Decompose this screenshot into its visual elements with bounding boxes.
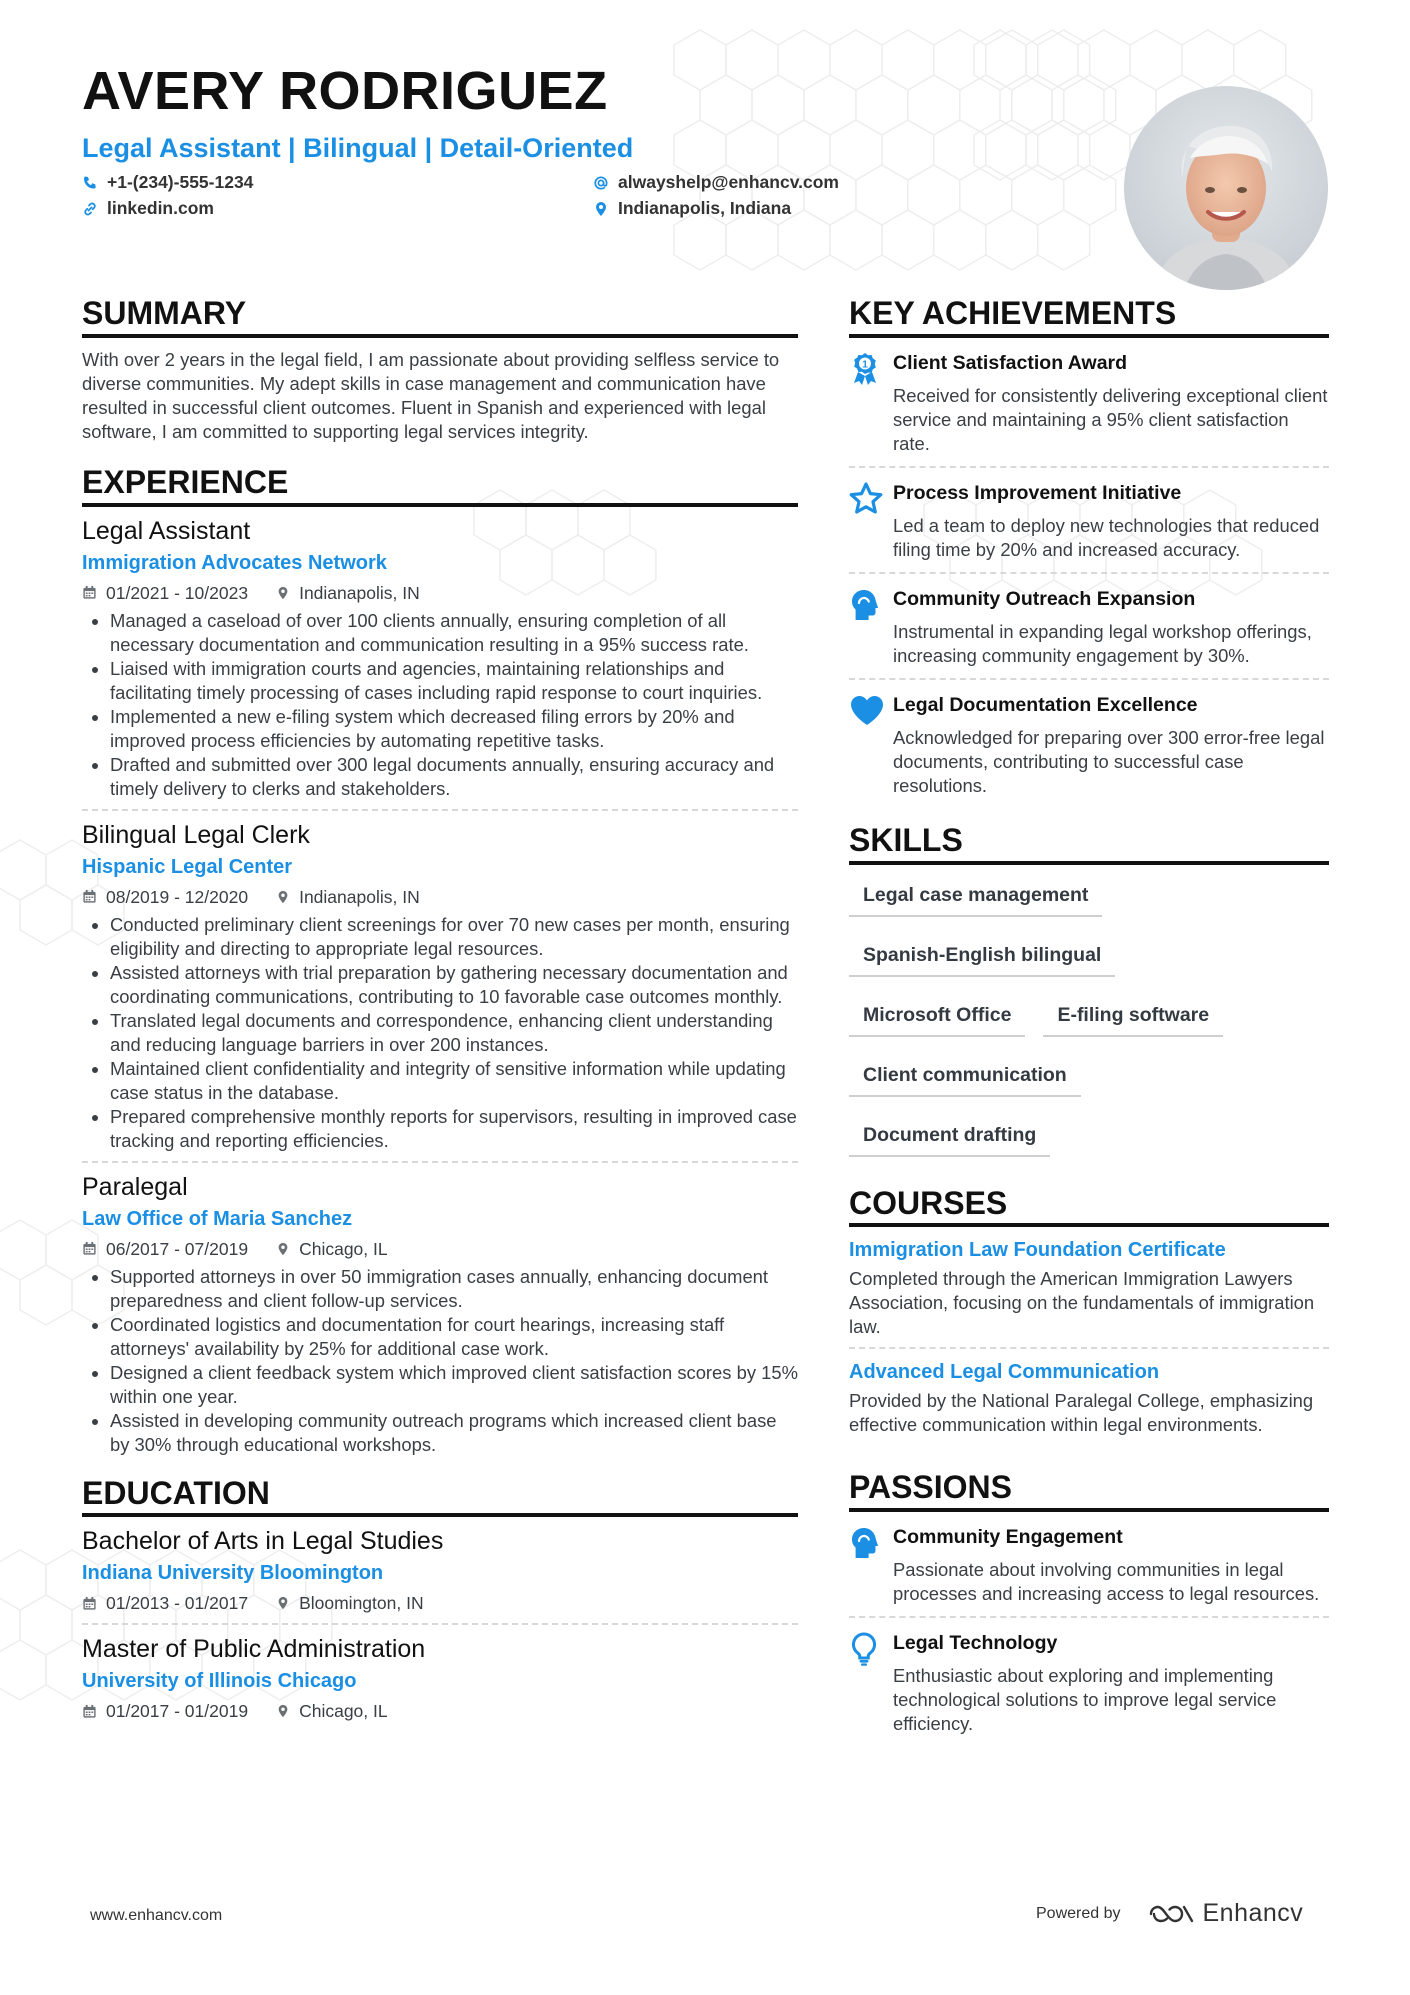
course-desc: Provided by the National Paralegal College, emphasizing effective communication within legal environments. <box>849 1390 1314 1436</box>
location-contact <box>593 198 791 219</box>
education-location: Chicago, IL <box>299 1701 388 1722</box>
education-dates: 01/2017 - 01/2019 <box>106 1701 249 1722</box>
job-bullet: • Liaised with immigration courts and agencies, maintaining relationships and facilitating timely processing of cases including rapid response to court inquiries. <box>110 657 798 705</box>
job-location: Indianapolis, IN <box>299 582 420 603</box>
education-entry <box>82 1517 798 1625</box>
head-profile-icon <box>849 1526 881 1560</box>
phone-text: +1-(234)-555-1234 <box>107 172 254 192</box>
passion-item <box>849 1512 1329 1618</box>
job-entry <box>82 811 798 1163</box>
achievement-item <box>849 338 1329 468</box>
calendar-icon <box>82 889 97 904</box>
job-bullet: • Coordinated logistics and documentation for court hearings, increasing staff attorneys' availability by 25% for additional case work. <box>110 1313 798 1361</box>
location-pin-icon <box>276 889 290 905</box>
job-bullet: • Prepared comprehensive monthly reports for supervisors, resulting in improved case tracking and reporting efficiencies. <box>110 1105 798 1153</box>
achievement-title: Client Satisfaction Award <box>893 351 1128 374</box>
passion-desc: Enthusiastic about exploring and implementing technological solutions to improve legal service efficiency. <box>893 1665 1277 1735</box>
skills-section <box>849 822 1329 1177</box>
link-icon <box>82 201 98 217</box>
job-bullet: • Supported attorneys in over 50 immigration cases annually, enhancing document preparedness and client follow-up services. <box>110 1265 798 1313</box>
achievement-item <box>849 574 1329 680</box>
job-bullet: • Maintained client confidentiality and integrity of sensitive information while updating case status in the database. <box>110 1057 798 1105</box>
education-meta <box>82 1591 798 1615</box>
school-name: University of Illinois Chicago <box>82 1670 357 1693</box>
location-pin-icon <box>593 201 609 217</box>
achievement-desc: Led a team to deploy new technologies that reduced filing time by 20% and increased accuracy. <box>893 514 1320 560</box>
education-location: Bloomington, IN <box>299 1593 424 1614</box>
job-dates: 08/2019 - 12/2020 <box>106 886 249 907</box>
profile-photo <box>1124 86 1328 290</box>
head-profile-icon <box>849 588 881 622</box>
skill-tag: Client communication <box>849 1057 1081 1097</box>
summary-section <box>82 295 798 444</box>
courses-title: COURSES <box>849 1185 1329 1228</box>
email-contact[interactable] <box>593 172 839 193</box>
course-title: Immigration Law Foundation Certificate <box>849 1239 1226 1262</box>
achievement-desc: Instrumental in expanding legal workshop offerings, increasing community engagement by 30%. <box>893 620 1312 666</box>
job-bullets <box>82 1265 798 1457</box>
skill-tag: Document drafting <box>849 1117 1050 1157</box>
job-meta <box>82 581 798 605</box>
achievement-item <box>849 468 1329 574</box>
job-location: Chicago, IL <box>299 1238 388 1259</box>
heart-icon <box>849 694 885 726</box>
degree-title: Master of Public Administration <box>82 1635 426 1664</box>
job-dates: 06/2017 - 07/2019 <box>106 1238 249 1259</box>
enhancv-logo-icon <box>1147 1902 1195 1926</box>
education-dates: 01/2013 - 01/2017 <box>106 1593 249 1614</box>
email-text: alwayshelp@enhancv.com <box>618 172 839 192</box>
skill-tag: Spanish-English bilingual <box>849 937 1115 977</box>
job-bullet: • Assisted attorneys with trial preparation by gathering necessary documentation and coordinating communications, contributing to 10 favorable case outcomes monthly. <box>110 961 798 1009</box>
star-icon <box>849 482 883 514</box>
education-meta <box>82 1699 798 1723</box>
job-bullet: • Managed a caseload of over 100 clients annually, ensuring completion of all necessary documentation and communication resulting in a 95% success rate. <box>110 609 798 657</box>
passion-title: Community Engagement <box>893 1526 1123 1549</box>
job-bullet: • Translated legal documents and correspondence, enhancing client understanding and reducing language barriers in over 200 instances. <box>110 1009 798 1057</box>
passion-item <box>849 1618 1329 1746</box>
company-name: Law Office of Maria Sanchez <box>82 1207 353 1230</box>
experience-section <box>82 464 798 1465</box>
job-title: Legal Assistant <box>82 516 251 545</box>
job-bullets <box>82 913 798 1153</box>
achievements-section <box>849 295 1329 808</box>
education-entry <box>82 1625 798 1731</box>
candidate-name: AVERY RODRIGUEZ <box>82 61 608 121</box>
location-pin-icon <box>276 1241 290 1257</box>
skills-title: SKILLS <box>849 822 1329 865</box>
passions-title: PASSIONS <box>849 1469 1329 1512</box>
svg-text:1: 1 <box>862 359 868 371</box>
achievement-desc: Acknowledged for preparing over 300 error-free legal documents, contributing to successful case resolutions. <box>893 726 1325 796</box>
achievement-title: Legal Documentation Excellence <box>893 693 1198 716</box>
phone-contact[interactable] <box>82 172 253 193</box>
job-bullets <box>82 609 798 801</box>
degree-title: Bachelor of Arts in Legal Studies <box>82 1527 444 1556</box>
lightbulb-icon <box>849 1632 879 1666</box>
course-title: Advanced Legal Communication <box>849 1361 1160 1384</box>
course-desc: Completed through the American Immigration Lawyers Association, focusing on the fundamentals of immigration law. <box>849 1268 1315 1338</box>
job-dates: 01/2021 - 10/2023 <box>106 582 249 603</box>
linkedin-text: linkedin.com <box>107 198 214 218</box>
experience-title: EXPERIENCE <box>82 464 798 507</box>
passion-title: Legal Technology <box>893 1632 1058 1655</box>
linkedin-contact[interactable] <box>82 198 214 219</box>
company-name: Immigration Advocates Network <box>82 551 387 574</box>
summary-title: SUMMARY <box>82 295 798 338</box>
achievement-desc: Received for consistently delivering exceptional client service and maintaining a 95% client satisfaction rate. <box>893 384 1328 454</box>
job-meta <box>82 1237 798 1261</box>
job-bullet: • Designed a client feedback system which improved client satisfaction scores by 15% within one year. <box>110 1361 798 1409</box>
location-pin-icon <box>276 585 290 601</box>
education-section <box>82 1475 798 1732</box>
achievements-title: KEY ACHIEVEMENTS <box>849 295 1329 338</box>
job-meta <box>82 885 798 909</box>
enhancv-brand: Enhancv <box>1202 1899 1304 1927</box>
location-text: Indianapolis, Indiana <box>618 198 792 218</box>
job-title: Bilingual Legal Clerk <box>82 820 310 849</box>
footer-website[interactable]: www.enhancv.com <box>90 1907 223 1924</box>
courses-section <box>849 1185 1329 1446</box>
passion-desc: Passionate about involving communities in legal processes and increasing access to legal resources. <box>893 1559 1320 1605</box>
job-entry <box>82 1163 798 1465</box>
school-name: Indiana University Bloomington <box>82 1562 384 1585</box>
job-bullet: • Assisted in developing community outreach programs which increased client base by 30% through educational workshops. <box>110 1409 798 1457</box>
powered-by-label: Powered by <box>1036 1904 1121 1922</box>
at-sign-icon <box>593 175 609 191</box>
skill-tag: Legal case management <box>849 877 1102 917</box>
location-pin-icon <box>276 1595 290 1611</box>
achievement-title: Process Improvement Initiative <box>893 481 1182 504</box>
calendar-icon <box>82 1241 97 1256</box>
achievement-item <box>849 680 1329 808</box>
tagline: Legal Assistant | Bilingual | Detail-Oriented <box>82 133 634 163</box>
award-ribbon-icon <box>849 352 881 386</box>
job-entry <box>82 507 798 811</box>
calendar-icon <box>82 585 97 600</box>
job-bullet: • Conducted preliminary client screenings for over 70 new cases per month, ensuring eligibility and directing to appropriate legal resources. <box>110 913 798 961</box>
job-location: Indianapolis, IN <box>299 886 420 907</box>
job-bullet: • Drafted and submitted over 300 legal documents annually, ensuring accuracy and timely delivery to clerks and stakeholders. <box>110 753 798 801</box>
calendar-icon <box>82 1704 97 1719</box>
footer-branding <box>1036 1899 1303 1928</box>
course-item <box>849 1349 1329 1445</box>
passions-section <box>849 1469 1329 1746</box>
course-item <box>849 1227 1329 1349</box>
achievement-title: Community Outreach Expansion <box>893 587 1196 610</box>
location-pin-icon <box>276 1703 290 1719</box>
skill-tag: Microsoft Office <box>849 997 1025 1037</box>
phone-icon <box>82 175 98 191</box>
job-bullet: • Implemented a new e-filing system which decreased filing errors by 20% and improved process efficiencies by automating repetitive tasks. <box>110 705 798 753</box>
skill-tag: E-filing software <box>1043 997 1223 1037</box>
education-title: EDUCATION <box>82 1475 798 1518</box>
job-title: Paralegal <box>82 1172 188 1201</box>
calendar-icon <box>82 1596 97 1611</box>
summary-text: With over 2 years in the legal field, I am passionate about providing selfless service to diverse communities. My adept skills in case management and communication have resulted in successful client outcomes. Fluent in Spanish and experienced with legal software, I am committed to supporting legal services integrity. <box>82 348 780 442</box>
company-name: Hispanic Legal Center <box>82 855 293 878</box>
